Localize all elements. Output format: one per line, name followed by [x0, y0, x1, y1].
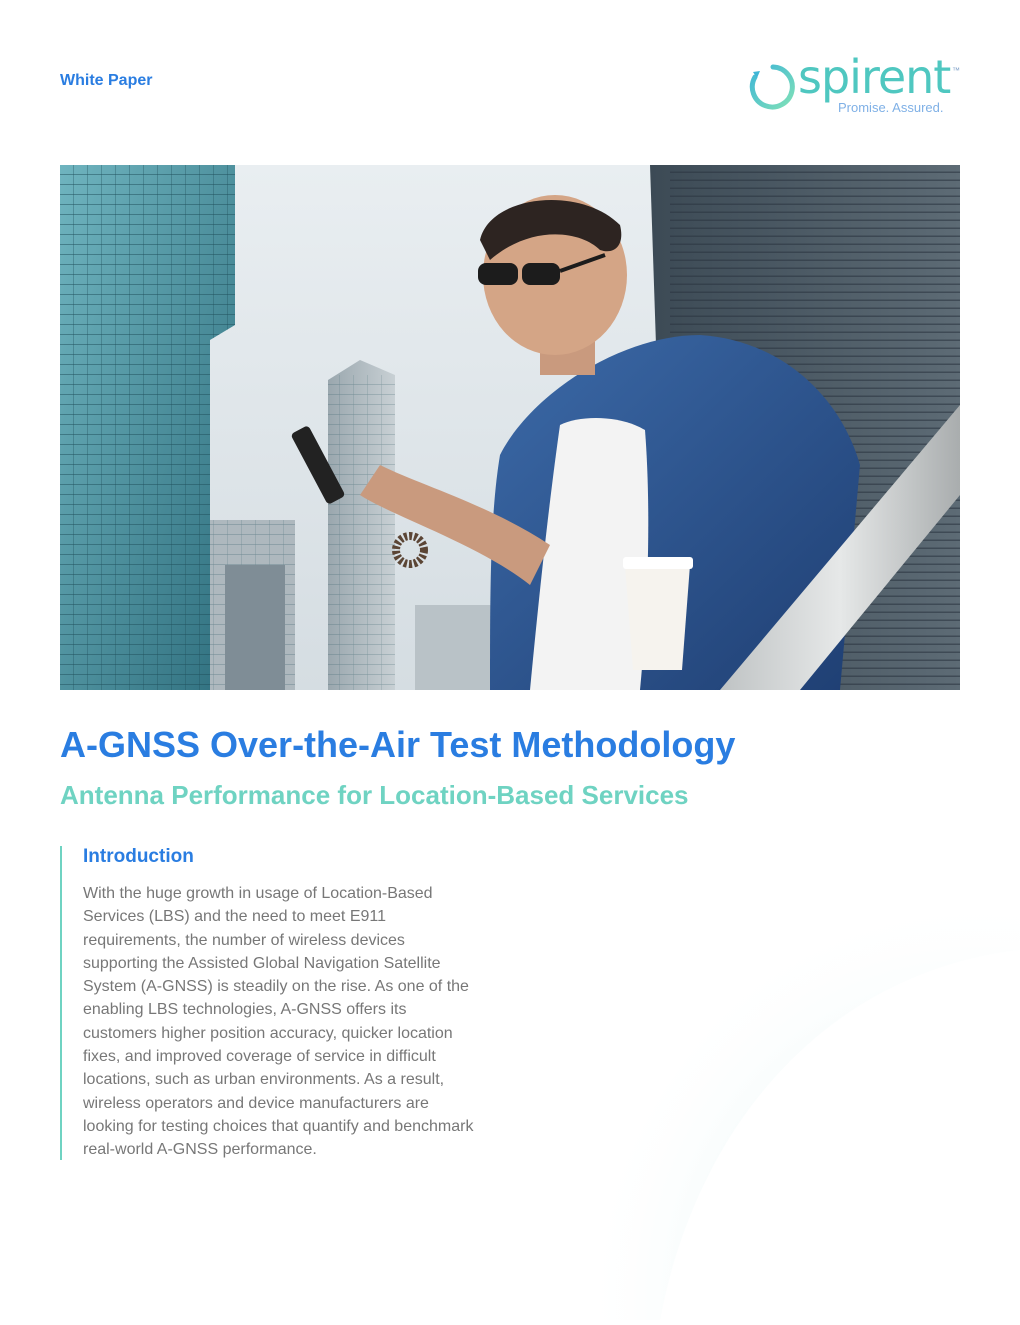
introduction-heading: Introduction — [83, 846, 194, 867]
background-arc-decoration — [540, 830, 1020, 1320]
spirent-logo — [748, 50, 963, 120]
spirent-ring-logo-icon — [748, 62, 798, 112]
logo-tagline: Promise. Assured. — [838, 100, 944, 115]
introduction-body: With the huge growth in usage of Location-Based Services (LBS) and the need to meet E911 requirements, the number of wireless devices supporting the Assisted Global Navigation Satellite System (A-GNSS) is steadily on the rise. As one of the enabling LBS technologies, A-GNSS offers its customers higher position accuracy, quicker location fixes, and improved coverage of service in difficult locations, such as urban environments. As a result, wireless operators and device manufacturers are looking for testing choices that quantify and benchmark real-world A-GNSS performance. — [83, 885, 474, 1159]
introduction-section — [60, 846, 500, 1160]
logo-trademark: ™ — [952, 66, 960, 75]
logo-wordmark: spirent — [798, 50, 951, 104]
document-type-label: White Paper — [60, 72, 153, 89]
document-subtitle: Antenna Performance for Location-Based Services — [60, 780, 689, 810]
hero-image — [60, 165, 960, 690]
document-title: A-GNSS Over-the-Air Test Methodology — [60, 724, 736, 765]
